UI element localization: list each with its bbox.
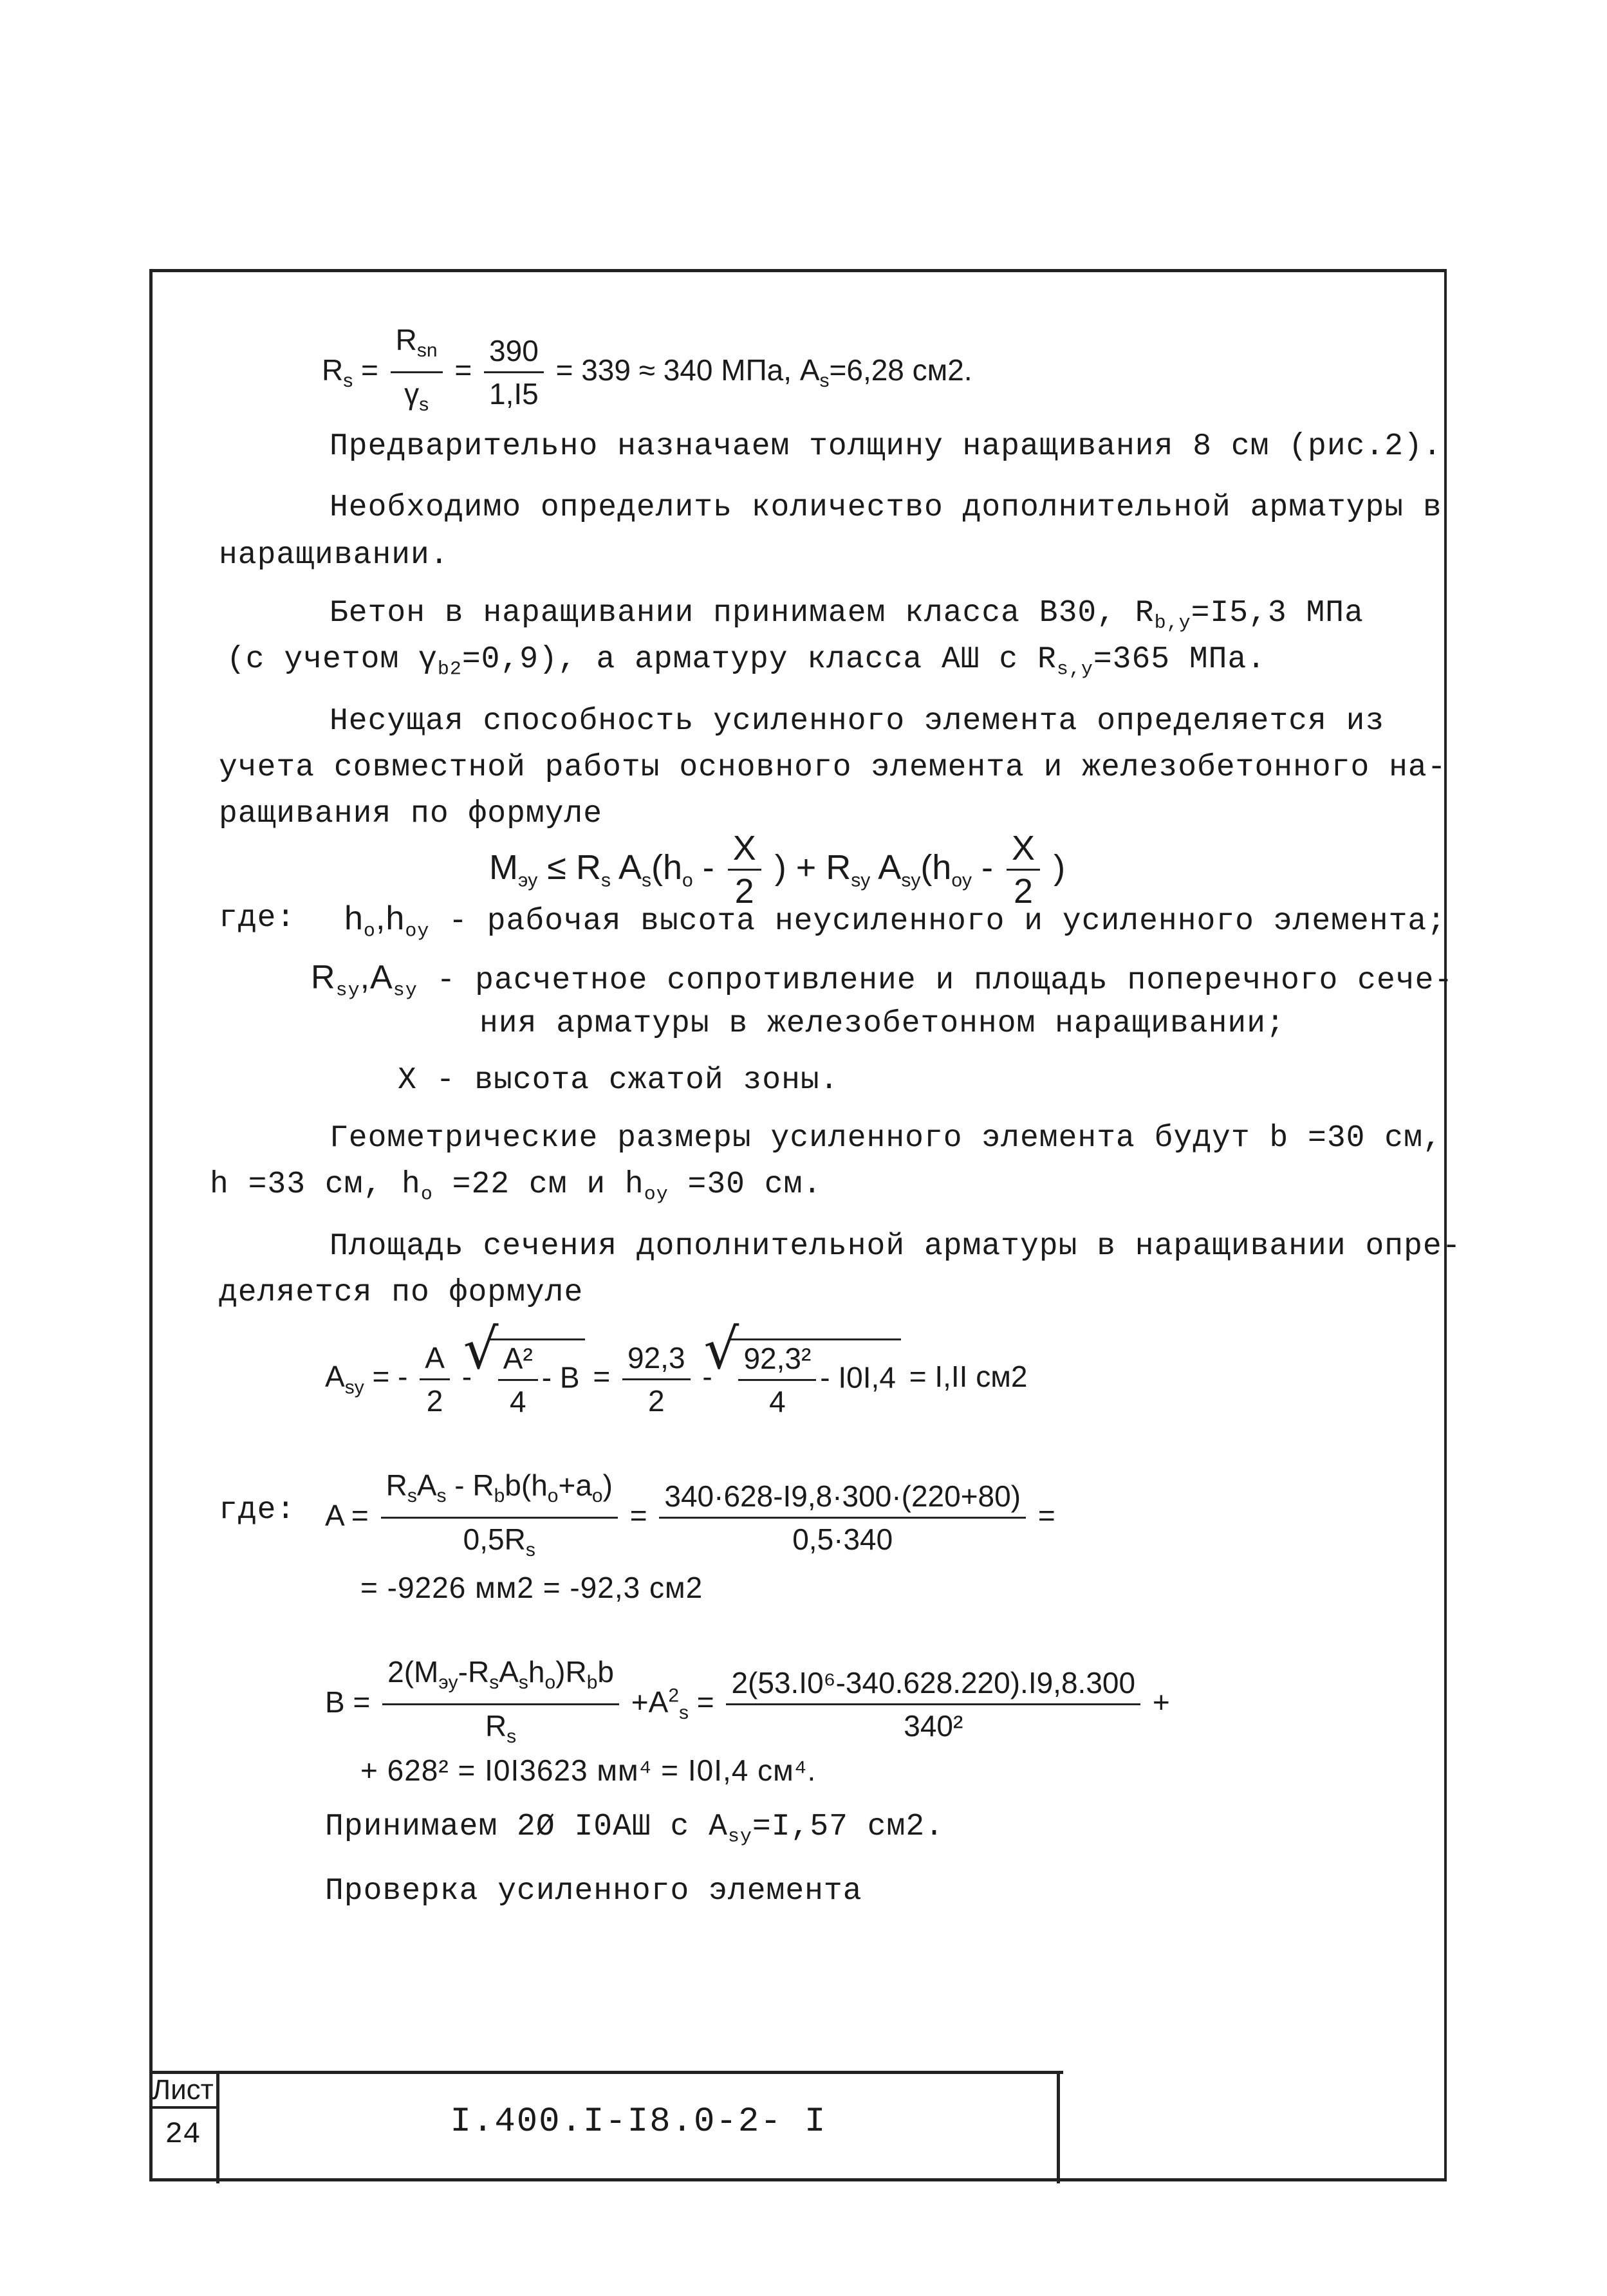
title-stamp [149,2071,1063,2183]
where-label: где: [219,1493,296,1528]
paragraph-line: Необходимо определить количество дополнительной арматуры в [330,490,1442,525]
paragraph-line: Площадь сечения дополнительной арматуры в наращивании опре- [330,1229,1462,1264]
sheet-label: Лист [149,2074,216,2109]
check-line: Проверка усиленного элемента [325,1874,862,1909]
formula-text: 1,I5 [489,377,539,411]
definition-r-cont: ния арматуры в железобетонном наращивании; [479,1006,1285,1041]
accept-line: Принимаем 2Ø I0АШ с $A_{sy}=I,57$ см2. [325,1810,944,1848]
paragraph-line: наращивании. [219,538,449,573]
paragraph-line: Предварительно назначаем толщину наращивания 8 см (рис.2). [330,429,1442,464]
formula-text: =6,28 см2. [829,353,972,387]
formula-text: 390 [484,333,544,373]
formula-sub: s [819,370,830,392]
fraction: $\frac{92,3}{2}$ [622,1340,691,1419]
formula-a-result: = -9226 мм2 = -92,3 см2 [360,1571,703,1604]
text: (с учетом γ [227,642,438,677]
definition-x: X - высота сжатой зоны. [398,1063,839,1098]
text: =365 МПа. [1093,642,1267,677]
fraction: $\frac{X}{2}$ [1007,830,1040,909]
formula-text: R [395,323,417,356]
paragraph-line: Геометрические размеры усиленного элемента будут b =30 см, [330,1121,1442,1156]
formula-sub: s [419,394,429,416]
sheet-cell [149,2074,219,2183]
text: =I5,3 МПа [1191,596,1364,631]
formula-m: $M_{эу} \le R_s$ $A_s(h_o$ - $\frac{X}{2}$ ) + $R_{sy}$ $A_{sy}(h_{oy}$ - $\frac{X}{2}$ ) [489,829,1066,911]
paragraph-line: деляется по формуле [219,1275,584,1310]
fraction: $\frac{X}{2}$ [728,830,761,909]
formula-b-result: + 628² = I0I3623 мм⁴ = I0I,4 см⁴. [360,1754,817,1787]
formula-text: = 339 ≈ 340 МПа, A [555,353,820,387]
text: =0,9), а арматуру класса АШ с R [461,642,1057,677]
paragraph-line: ращивания по формуле [219,797,603,831]
formula-rs: $R_s$ = $\frac{R_{sn}}{\gamma_s}$ = $\frac{390}{1,I5}$ = 339 ≈ 340 МПа, $A_s=6,28$ см2. [322,322,972,423]
fraction [484,333,544,412]
definition-r: $R_{sy},A_{sy}$ - расчетное сопротивление и площадь поперечного сече- [311,959,1454,1002]
sqrt: √ $\frac{\text{92,3²}}{4}$ - I0I,4 [729,1338,900,1420]
paragraph-line [330,595,1364,642]
formula-b: B = $\frac{2(M_{эу}-R_sA_sh_o)R_bb}{R_s}$ $+A^2_s$ = $\frac{\text{2(53.I0⁶-340.628.220).I9,8.300}}{\text{340²}}$ + [325,1654,1170,1755]
fraction: $\frac{R_sA_s - R_bb(h_o+a_o)}{0,5R_s}$ [381,1467,618,1568]
fraction: $\frac{340\cdot 628-I9,8\cdot 300\cdot(220+80)}{0,5\cdot 340}$ [659,1478,1026,1557]
document-code: I.400.I-I8.0-2- I [220,2074,1060,2183]
paragraph-line: Несущая способность усиленного элемента определяется из [330,704,1385,739]
formula-sub: s [343,370,353,392]
sheet-number: 24 [165,2118,201,2151]
paragraph-line [227,641,1266,689]
fraction [391,322,443,423]
sqrt: √ $\frac{\text{A²}}{4}$ - B [489,1338,585,1420]
definition-h: $h_o,h_{oy}$ - рабочая высота неусиленного и усиленного элемента; [344,900,1446,943]
formula-a: A = $\frac{R_sA_s - R_bb(h_o+a_o)}{0,5R_s}$ = $\frac{340\cdot 628-I9,8\cdot 300\cdot(220+80)}{0,5\cdot 340}$ = [325,1467,1055,1568]
paragraph-line: h =33 см, $h_o =22$ см и $h_{oy} =30$ см. [210,1167,822,1206]
text-sub: s,y [1056,658,1093,681]
where-label: где: [219,901,296,936]
text: Бетон в наращивании принимаем класса В30, R [330,596,1155,631]
formula-text: γ [404,377,420,411]
paragraph-line: учета совместной работы основного элемента и железобетонного на- [219,750,1447,785]
fraction: $\frac{2(M_{эу}-R_sA_sh_o)R_bb}{R_s}$ [382,1654,619,1755]
formula-text: R [322,353,344,387]
fraction: $\frac{A}{2}$ [420,1340,450,1419]
fraction: $\frac{\text{2(53.I0⁶-340.628.220).I9,8.300}}{\text{340²}}$ [726,1665,1140,1744]
formula-text: = [361,353,378,387]
formula-asy: $A_{sy}$ = - $\frac{A}{2}$ - √ $\frac{\text{A²}}{4}$ - B = $\frac{92,3}{2}$ - √ $\frac{\text{92,3²}}{4}$ - I0I,4 = I,II см2 [325,1338,1027,1420]
formula-sub: sn [416,340,438,362]
text-sub: b,y [1154,612,1191,634]
text-sub: b2 [437,658,462,681]
